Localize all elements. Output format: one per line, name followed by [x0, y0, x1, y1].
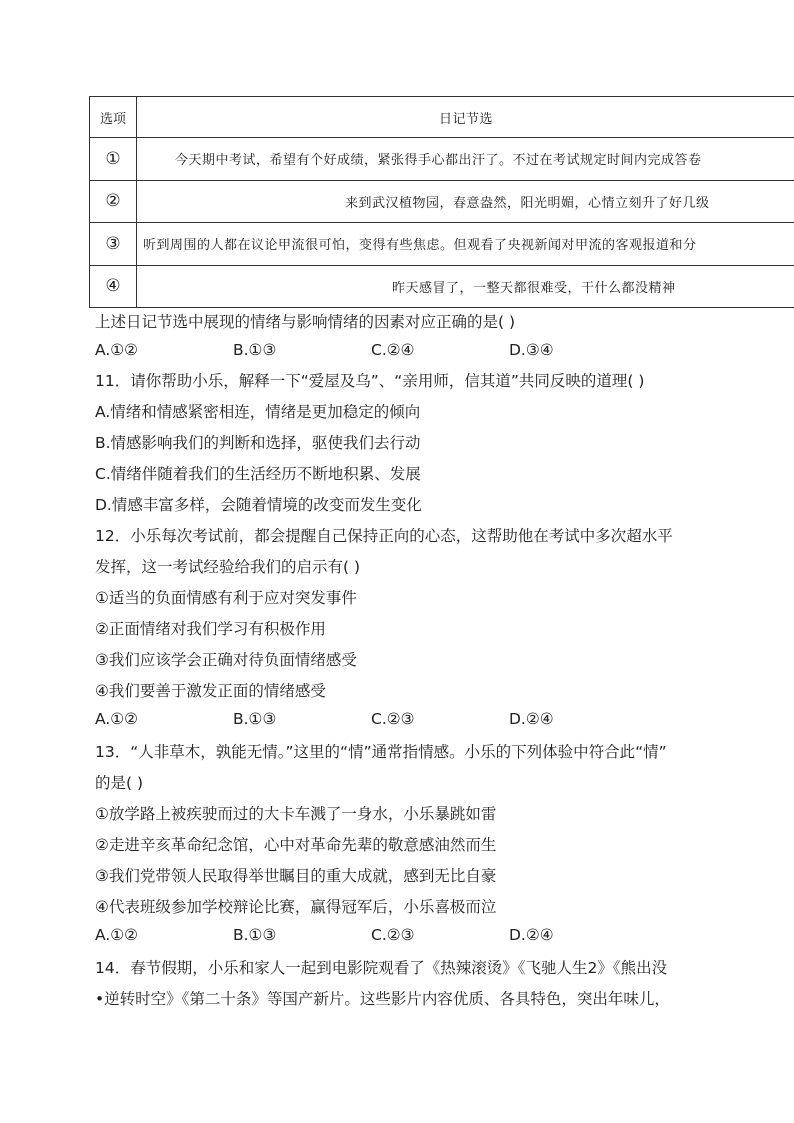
- row-number: ①: [90, 138, 137, 180]
- row-number: ③: [90, 223, 137, 265]
- q13-item-2: ②走进辛亥革命纪念馆，心中对革命先辈的敬意感油然而生: [95, 836, 497, 854]
- q10-option-d: D.③④: [509, 341, 554, 359]
- table-header-row: [90, 97, 794, 138]
- q12-stem-line2: 发挥，这一考试经验给我们的启示有( ): [95, 558, 361, 576]
- q13-stem-line1: 13．“人非草木，孰能无情。”这里的“情”通常指情感。小乐的下列体验中符合此“情”: [95, 743, 667, 761]
- q11-choice-a: A.情绪和情感紧密相连，情绪是更加稳定的倾向: [95, 403, 421, 421]
- row-text: 今天期中考试，希望有个好成绩，紧张得手心都出汗了。不过在考试规定时间内完成答卷: [175, 153, 702, 169]
- table-row: [90, 266, 794, 309]
- q13-option-c: C.②③: [371, 926, 415, 944]
- diary-table: [89, 96, 794, 308]
- q10-option-a: A.①②: [95, 341, 139, 359]
- q12-option-c: C.②③: [371, 710, 415, 728]
- q10-stem: 上述日记节选中展现的情绪与影响情绪的因素对应正确的是( ): [95, 313, 516, 331]
- q13-item-3: ③我们党带领人民取得举世瞩目的重大成就，感到无比自豪: [95, 867, 497, 885]
- table-row: [90, 138, 794, 181]
- row-text: 昨天感冒了，一整天都很难受，干什么都没精神: [392, 280, 676, 296]
- header-option: 选项: [90, 97, 137, 137]
- row-text: 来到武汉植物园，春意盎然，阳光明媚，心情立刻升了好几级: [345, 195, 710, 211]
- row-number: ②: [90, 181, 137, 223]
- q12-option-a: A.①②: [95, 710, 139, 728]
- q13-item-4: ④代表班级参加学校辩论比赛，赢得冠军后，小乐喜极而泣: [95, 898, 497, 916]
- q12-stem-line1: 12．小乐每次考试前，都会提醒自己保持正向的心态，这帮助他在考试中多次超水平: [95, 527, 673, 545]
- q11-choice-b: B.情感影响我们的判断和选择，驱使我们去行动: [95, 434, 421, 452]
- row-number: ④: [90, 266, 137, 308]
- q12-item-2: ②正面情绪对我们学习有积极作用: [95, 620, 326, 638]
- q14-stem-line2: •逆转时空》《第二十条》等国产新片。这些影片内容优质、各具特色，突出年味儿，: [95, 990, 670, 1008]
- table-row: [90, 223, 794, 266]
- q11-choice-d: D.情感丰富多样，会随着情境的改变而发生变化: [95, 496, 422, 514]
- q11-stem: 11．请你帮助小乐，解释一下“爱屋及乌”、“亲用师，信其道”共同反映的道理( ): [95, 372, 645, 390]
- q11-choice-c: C.情绪伴随着我们的生活经历不断地积累、发展: [95, 465, 421, 483]
- q10-option-b: B.①③: [233, 341, 277, 359]
- q12-option-b: B.①③: [233, 710, 277, 728]
- header-diary: 日记节选: [438, 111, 493, 127]
- q13-option-b: B.①③: [233, 926, 277, 944]
- table-row: [90, 181, 794, 224]
- q12-item-3: ③我们应该学会正确对待负面情绪感受: [95, 651, 357, 669]
- q13-item-1: ①放学路上被疾驶而过的大卡车溅了一身水，小乐暴跳如雷: [95, 805, 497, 823]
- q13-option-a: A.①②: [95, 926, 139, 944]
- q12-option-d: D.②④: [509, 710, 554, 728]
- q10-option-c: C.②④: [371, 341, 415, 359]
- q13-option-d: D.②④: [509, 926, 554, 944]
- q12-item-1: ①适当的负面情感有利于应对突发事件: [95, 589, 357, 607]
- q13-stem-line2: 的是( ): [95, 774, 144, 792]
- q14-stem-line1: 14．春节假期，小乐和家人一起到电影院观看了《热辣滚烫》《飞驰人生2》《熊出没: [95, 959, 668, 977]
- q12-item-4: ④我们要善于激发正面的情绪感受: [95, 682, 326, 700]
- row-text: 听到周围的人都在议论甲流很可怕，变得有些焦虑。但观看了央视新闻对甲流的客观报道和分: [143, 238, 697, 254]
